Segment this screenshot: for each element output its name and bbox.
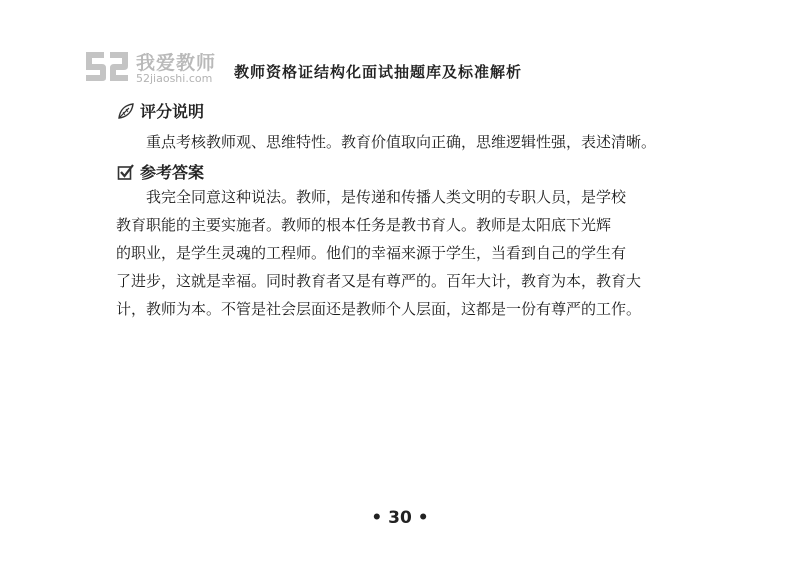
answer-line: 教育职能的主要实施者。教师的根本任务是教书育人。教师是太阳底下光辉 xyxy=(116,216,612,234)
logo-url: 52jiaoshi.com xyxy=(136,72,213,85)
logo-text: 我爱教师 xyxy=(136,52,217,74)
answer-line: 计，教师为本。不管是社会层面还是教师个人层面，这都是一份有尊严的工作。 xyxy=(116,300,642,318)
leaf-icon xyxy=(116,101,136,121)
publisher-logo xyxy=(82,48,232,92)
scoring-heading-label: 评分说明 xyxy=(140,102,205,121)
logo-mark-icon xyxy=(82,48,132,84)
page-number: • 30 • xyxy=(371,508,429,528)
scoring-heading xyxy=(116,99,204,122)
answer-heading xyxy=(116,160,204,183)
scoring-line: 重点考核教师观、思维特性。教育价值取向正确，思维逻辑性强，表述清晰。 xyxy=(146,133,657,151)
answer-line: 的职业，是学生灵魂的工程师。他们的幸福来源于学生，当看到自己的学生有 xyxy=(116,244,627,262)
scoring-text xyxy=(116,128,716,156)
answer-line: 了进步，这就是幸福。同时教育者又是有尊严的。百年大计，教育为本，教育大 xyxy=(116,272,642,290)
answer-heading-label: 参考答案 xyxy=(140,163,205,182)
checkbox-icon xyxy=(116,162,136,182)
answer-text xyxy=(116,183,716,323)
book-title: 教师资格证结构化面试抽题库及标准解析 xyxy=(234,63,523,81)
answer-line: 我完全同意这种说法。教师，是传递和传播人类文明的专职人员，是学校 xyxy=(146,188,627,206)
